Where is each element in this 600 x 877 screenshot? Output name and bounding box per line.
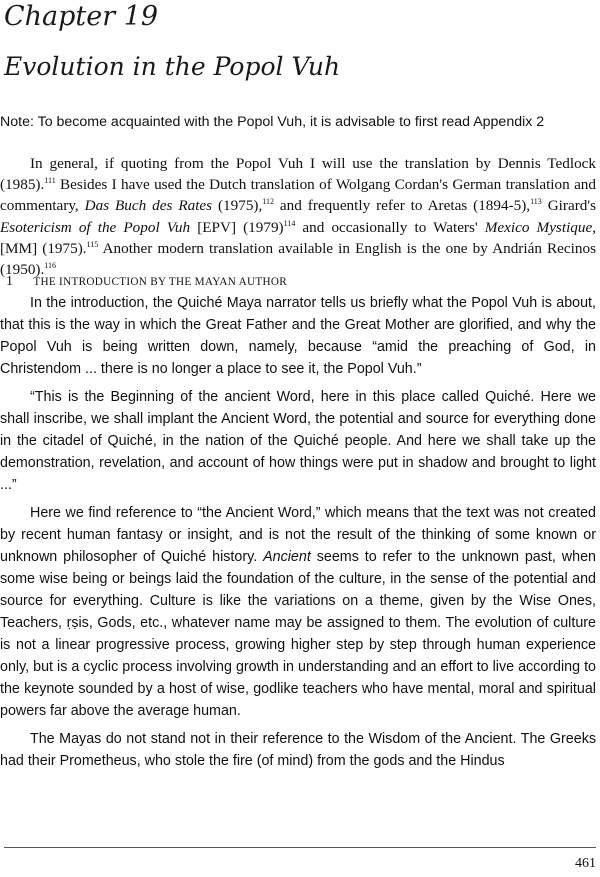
section-number: 1 [6, 274, 14, 289]
book-title: Mexico Mystique [484, 218, 593, 236]
footnote-ref[interactable]: 113 [530, 197, 542, 207]
footnote-ref[interactable]: 116 [44, 260, 56, 270]
paragraph: The Mayas do not stand not in their reference to the Wisdom of the Ancient. The Greeks had their Prometheus, who stole the fire (of mind) from the gods and the Hindus [0, 731, 596, 769]
quote-paragraph: “This is the Beginning of the ancient Word, here in this place called Quiché. Here we shall inscribe, we shall implant the Ancient Word, the potential and source for everything done in the citadel of Quiché, in the nation of the Quiché people. And here we shall take up the demonstration, revelation, and account of how things were put in shadow and brought to light ...” [0, 389, 596, 493]
footnote-divider [4, 847, 596, 848]
section-heading [6, 274, 287, 290]
page-number: 461 [575, 856, 596, 871]
intro-paragraph: In general, if quoting from the Popol Vuh I will use the translation by Dennis Tedlock (1985).$^{111}$ Besides I have used the Dutch translation of Wolgang Cordan's German translation and commentary, Das Buch des Rates (1975),$^{112}$ and frequently refer to Aretas (1894-5),$^{113}$ Girard's Esotericism of the Popol Vuh [EPV] $(1979)^{114}$ and occasionally to Waters' Mexico Mystique, [MM] (1975).$^{115}$ Another modern translation available in English is the one by Andrián Recinos (1950).$^{116}$ [0, 155, 597, 279]
footnote-ref[interactable]: 112 [262, 197, 274, 207]
section-body [0, 292, 596, 772]
paragraph: In the introduction, the Quiché Maya narrator tells us briefly what the Popol Vuh is about, that this is the way in which the Great Father and the Great Mother are glorified, and why the Popol Vuh is being written down, namely, because “amid the preaching of God, in Christendom ... there is no longer a place to see it, the Popol Vuh.” [0, 295, 596, 377]
chapter-note: Note: To become acquainted with the Popol Vuh, it is advisable to first read Appendix 2 [0, 114, 545, 130]
footnote-ref[interactable]: 114 [283, 218, 296, 228]
paragraph: Here we find reference to “the Ancient Word,” which means that the text was not created by recent human fantasy or insight, and is not the result of the thinking of some known or unknown philosopher of Quiché history. Ancient seems to refer to the unknown past, when some wise being or beings laid the foundation of the culture, in the sense of the potential and source for everything. Culture is like the variations on a theme, given by the Wise Ones, Teachers, ṛṣis, Gods, etc., whatever name may be assigned to them. The evolution of culture is not a linear progressive process, growing higher step by step through human experience only, but is a cyclic process involving growth in understanding and an effort to live according to the keynote sounded by a host of wise, godlike teachers who have mental, moral and spiritual powers far above the average human. [0, 505, 596, 719]
book-title: Das Buch des Rates [84, 197, 213, 215]
footnote-ref[interactable]: 115 [86, 239, 99, 249]
book-title: Esotericism of the Popol Vuh [0, 218, 191, 236]
chapter-label: Chapter 19 [4, 1, 159, 32]
footnote-ref[interactable]: 111 [44, 176, 56, 186]
chapter-title: Evolution in the Popol Vuh [4, 52, 341, 81]
emphasis: Ancient [263, 549, 311, 565]
section-heading-text: THE INTRODUCTION BY THE MAYAN AUTHOR [33, 276, 288, 288]
